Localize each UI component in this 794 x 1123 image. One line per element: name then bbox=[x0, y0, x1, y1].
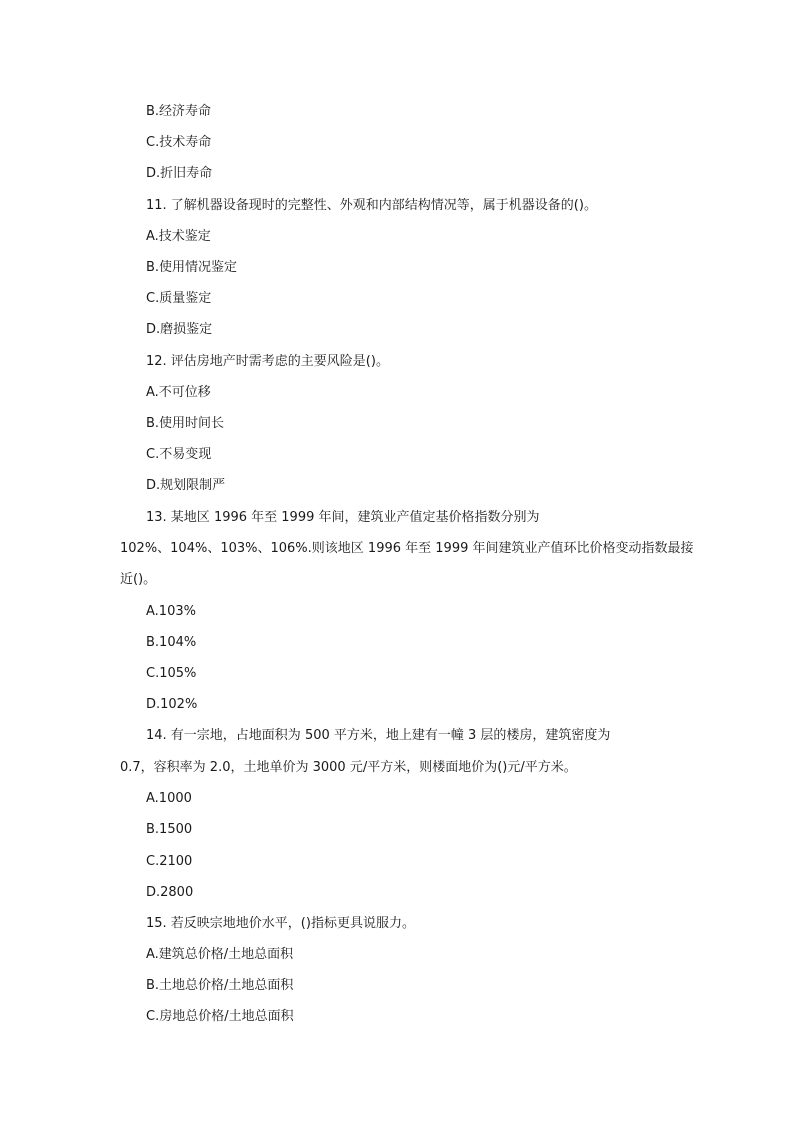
q14-option-a: A.1000 bbox=[146, 791, 192, 806]
q14-option-b: B.1500 bbox=[146, 822, 193, 837]
question-12: 12. 评估房地产时需考虑的主要风险是()。 bbox=[146, 354, 389, 369]
q12-option-c: C.不易变现 bbox=[146, 447, 212, 462]
q12-option-d: D.规划限制严 bbox=[146, 478, 226, 493]
question-13-line-2: 102%、104%、103%、106%.则该地区 1996 年至 1999 年间建筑业产值环比价格变动指数最接 bbox=[120, 541, 694, 556]
q11-option-d: D.磨损鉴定 bbox=[146, 322, 213, 337]
q15-option-b: B.土地总价格/土地总面积 bbox=[146, 978, 294, 993]
q13-option-b: B.104% bbox=[146, 635, 197, 650]
q14-option-d: D.2800 bbox=[146, 885, 194, 900]
q11-option-b: B.使用情况鉴定 bbox=[146, 260, 238, 275]
option-c-technical-life: C.技术寿命 bbox=[146, 135, 212, 150]
option-b-economic-life: B.经济寿命 bbox=[146, 104, 212, 119]
q15-option-a: A.建筑总价格/土地总面积 bbox=[146, 947, 294, 962]
q12-option-a: A.不可位移 bbox=[146, 385, 211, 400]
q14-option-c: C.2100 bbox=[146, 854, 193, 869]
q13-option-d: D.102% bbox=[146, 697, 198, 712]
question-14-line-2: 0.7，容积率为 2.0，土地单价为 3000 元/平方米，则楼面地价为()元/平方米。 bbox=[120, 760, 577, 775]
q13-option-c: C.105% bbox=[146, 666, 197, 681]
question-14-line-1: 14. 有一宗地，占地面积为 500 平方米，地上建有一幢 3 层的楼房，建筑密度为 bbox=[146, 728, 611, 743]
q11-option-a: A.技术鉴定 bbox=[146, 229, 211, 244]
q13-option-a: A.103% bbox=[146, 604, 196, 619]
q11-option-c: C.质量鉴定 bbox=[146, 291, 212, 306]
question-11: 11. 了解机器设备现时的完整性、外观和内部结构情况等，属于机器设备的()。 bbox=[146, 198, 597, 213]
question-15: 15. 若反映宗地地价水平，()指标更具说服力。 bbox=[146, 916, 415, 931]
q15-option-c: C.房地总价格/土地总面积 bbox=[146, 1009, 294, 1024]
question-13-line-3: 近()。 bbox=[120, 572, 157, 587]
option-d-depreciation-life: D.折旧寿命 bbox=[146, 166, 213, 181]
question-13-line-1: 13. 某地区 1996 年至 1999 年间，建筑业产值定基价格指数分别为 bbox=[146, 510, 540, 525]
q12-option-b: B.使用时间长 bbox=[146, 416, 225, 431]
